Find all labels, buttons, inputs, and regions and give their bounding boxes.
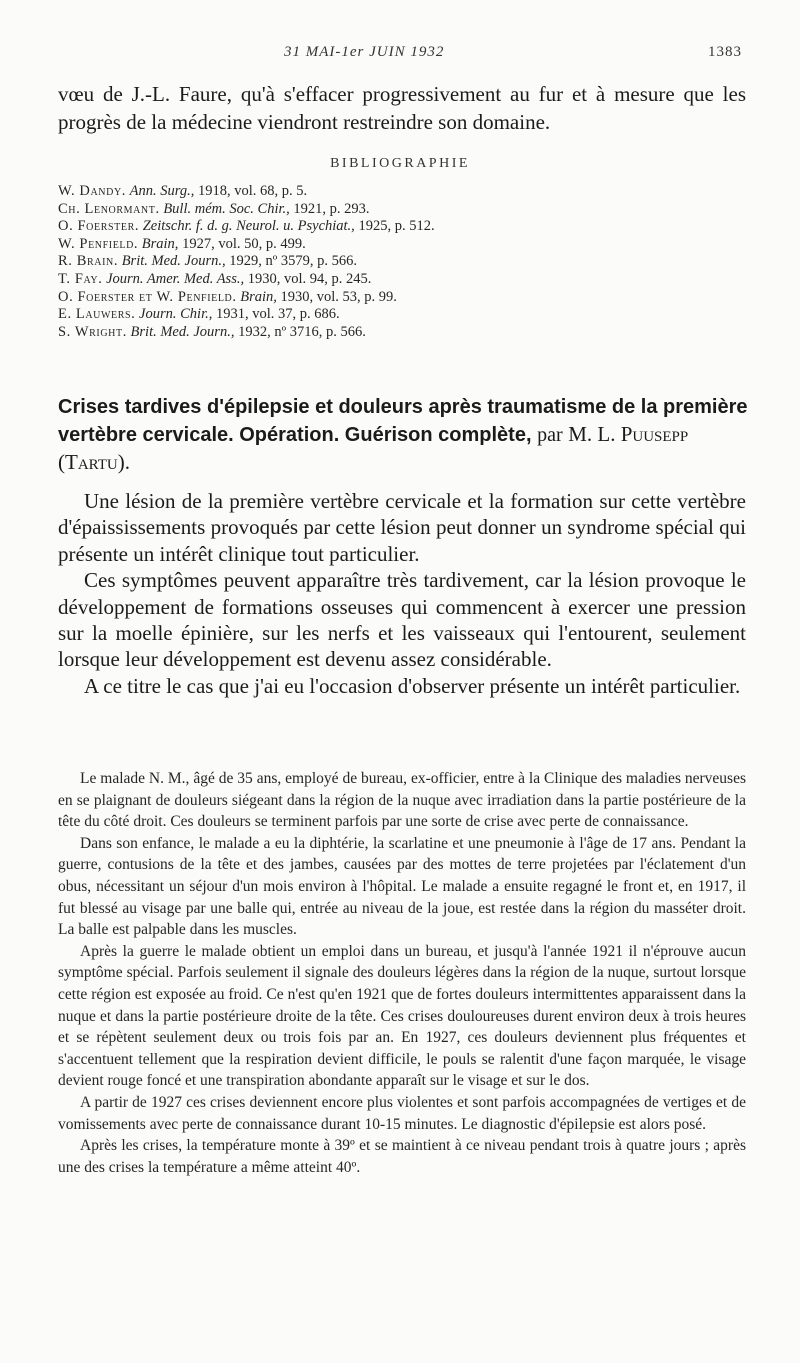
bibliography-entry — [58, 236, 758, 254]
intro-paragraph: vœu de J.-L. Faure, qu'à s'effacer progressivement au fur et à mesure que les progrès de la médecine viendront restreindre son domaine. — [58, 82, 746, 134]
bibliography-entry — [58, 289, 758, 307]
entry-details: 1925, p. 512. — [358, 218, 435, 235]
entry-author: Ch. Lenormant. — [58, 200, 160, 217]
body-paragraph: A ce titre le cas que j'ai eu l'occasion d'observer présente un intérêt particulier. — [84, 673, 741, 698]
entry-journal: Ann. Surg., — [129, 183, 195, 199]
article-by: par — [537, 424, 563, 446]
entry-details: 1927, vol. 50, p. 499. — [182, 235, 306, 252]
bibliography-entry — [58, 218, 758, 236]
case-report — [58, 768, 746, 1178]
entry-details: 1918, vol. 68, p. 5. — [197, 183, 308, 199]
entry-details: 1932, nº 3716, p. 566. — [238, 323, 366, 340]
case-paragraph: Après la guerre le malade obtient un emploi dans un bureau, et jusqu'à l'année 1921 il n'éprouve aucun symptôme spécial. Parfois seulement il signale des douleurs légères dans la région de la nuque, surtout lorsque cette région est exposée au froid. Ce n'est qu'en 1921 que de fortes douleurs intermittentes apparaissent dans la nuque et dans la partie postérieure droite de la tête. Ces crises douloureuses durent environ deux à trois heures et se répètent seulement deux ou trois fois par an. En 1927, ces douleurs deviennent plus fréquentes et s'accentuent tellement que la respiration devient difficile, le pouls se ralentit d'une façon marquée, le visage devient rouge foncé et une transpiration abondante apparaît sur le visage et sur le dos. — [58, 942, 746, 1090]
bibliography-heading: BIBLIOGRAPHIE — [330, 156, 470, 171]
bibliography-entry — [58, 253, 758, 271]
article-author: M. L. Puusepp (Tartu). — [58, 422, 689, 474]
bibliography-entry — [58, 324, 758, 342]
entry-author: S. Wright. — [58, 323, 127, 340]
header-date: 31 MAI-1er JUIN 1932 — [284, 44, 445, 60]
page-number: 1383 — [708, 44, 742, 60]
entry-details: 1930, vol. 94, p. 245. — [247, 270, 372, 287]
entry-journal: Brit. Med. Journ., — [130, 323, 235, 340]
bibliography-entry — [58, 306, 758, 324]
body-paragraph: Une lésion de la première vertèbre cervicale et la formation sur cette vertèbre d'épaississements provoqués par cette lésion peut donner un syndrome spécial qui présente un intérêt clinique tout particulier. — [58, 489, 746, 566]
entry-details: 1930, vol. 53, p. 99. — [280, 288, 397, 305]
entry-journal: Journ. Chir., — [139, 306, 213, 323]
entry-journal: Journ. Amer. Med. Ass., — [106, 270, 245, 287]
bibliography-entry — [58, 271, 758, 289]
entry-details: 1921, p. 293. — [293, 200, 370, 217]
bibliography-entry — [58, 201, 758, 219]
entry-author: W. Penfield. — [58, 235, 139, 252]
article-introduction — [58, 488, 746, 699]
body-paragraph: Ces symptômes peuvent apparaître très tardivement, car la lésion provoque le développement de formations osseuses qui commencent à exercer une pression sur la moelle épinière, sur les nerfs et les vaisseaux qui l'entourent, seulement lorsque leur développement est devenu assez considérable. — [58, 568, 746, 672]
case-paragraph: A partir de 1927 ces crises deviennent encore plus violentes et sont parfois accompagnées de vertiges et de vomissements avec perte de connaissance durant 10-15 minutes. Le diagnostic d'épilepsie est alors posé. — [58, 1093, 746, 1133]
entry-author: W. Dandy. — [58, 183, 126, 199]
entry-author: O. Foerster. — [58, 218, 140, 235]
entry-details: 1931, vol. 37, p. 686. — [216, 306, 340, 323]
bibliography-list — [58, 183, 758, 341]
entry-author: R. Brain. — [58, 253, 119, 270]
entry-journal: Brain, — [240, 288, 277, 305]
entry-journal: Brit. Med. Journ., — [121, 253, 226, 270]
entry-journal: Zeitschr. f. d. g. Neurol. u. Psychiat., — [142, 218, 355, 235]
running-header — [0, 44, 800, 64]
bibliography-entry — [58, 183, 758, 201]
entry-author: O. Foerster et W. Penfield. — [58, 288, 237, 305]
entry-journal: Bull. mém. Soc. Chir., — [163, 200, 290, 217]
entry-author: T. Fay. — [58, 270, 103, 287]
case-paragraph: Après les crises, la température monte à 39º et se maintient à ce niveau pendant trois à quatre jours ; après une des crises la température a même atteint 40º. — [58, 1137, 746, 1176]
article-title — [58, 394, 748, 477]
entry-author: E. Lauwers. — [58, 306, 136, 323]
entry-journal: Brain, — [141, 235, 179, 252]
case-paragraph: Le malade N. M., âgé de 35 ans, employé de bureau, ex-officier, entre à la Clinique des maladies nerveuses en se plaignant de douleurs siégeant dans la région de la nuque avec irradiation dans la partie postérieure de la tête du côté droit. Ces douleurs se terminent parfois par une sorte de crise avec perte de connaissance. — [58, 770, 746, 831]
case-paragraph: Dans son enfance, le malade a eu la diphtérie, la scarlatine et une pneumonie à l'âge de 17 ans. Pendant la guerre, contusions de la tête et des jambes, causées par des mottes de terre projetées par l'éclatement d'un obus, nécessitant un séjour d'un mois environ à l'hôpital. Le malade a ensuite regagné le front et, en 1917, il fut blessé au visage par une balle qui, entrée au niveau de la joue, est restée dans la région du masséter droit. La balle est palpable dans les muscles. — [58, 834, 746, 939]
article-title-text: Crises tardives d'épilepsie et douleurs après traumatisme de la première vertèbre cervicale. Opération. Guérison complète, — [58, 396, 748, 446]
entry-details: 1929, nº 3579, p. 566. — [229, 253, 357, 270]
